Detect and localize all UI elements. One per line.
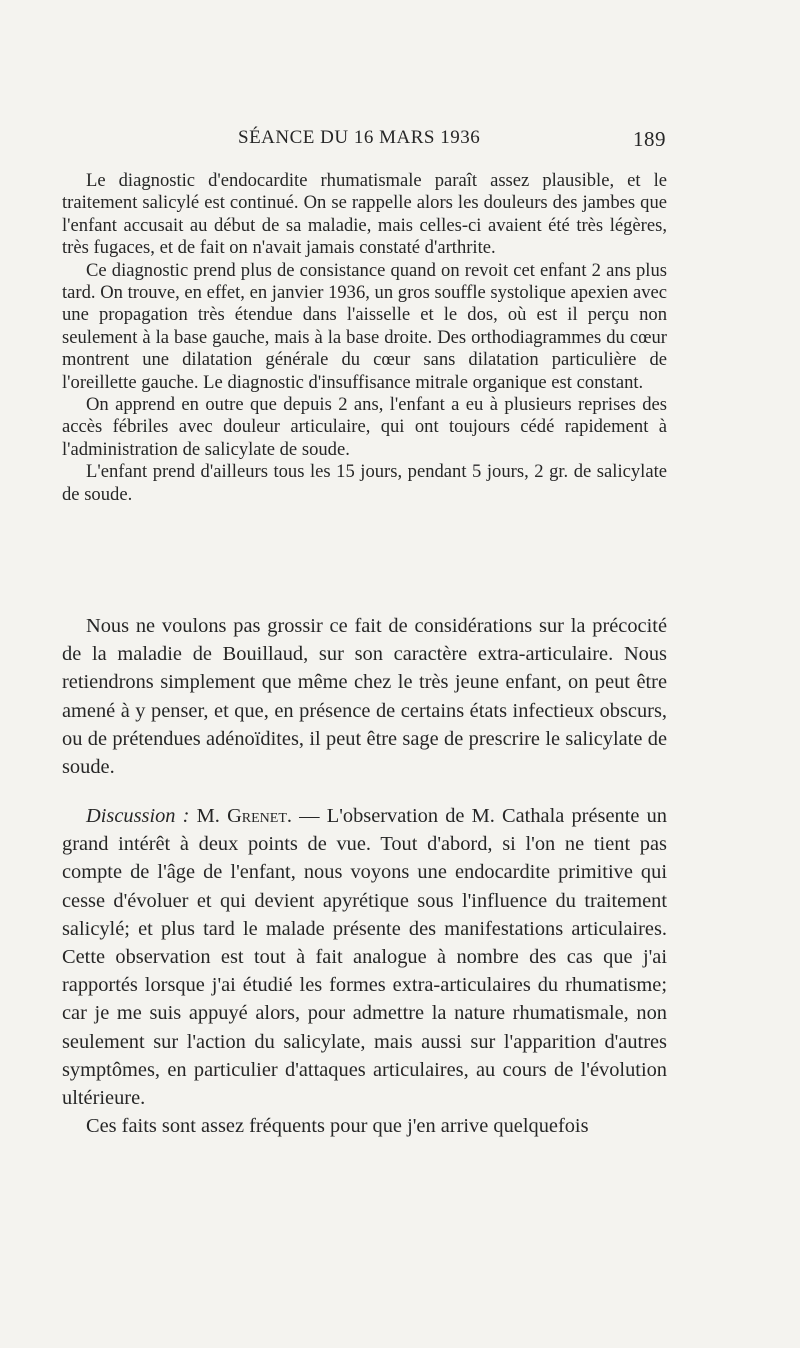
paragraph: Ces faits sont assez fréquents pour que j'en arrive quelquefois bbox=[86, 1115, 589, 1138]
header-title: SÉANCE DU 16 MARS 1936 bbox=[238, 127, 481, 148]
paragraph: Le diagnostic d'endocardite rhumatismale paraît assez plausible, et le traitement salicylé est continué. On se rappelle alors les douleurs des jambes que l'enfant accusait au début de sa maladie, mais celles-ci avaient été très légères, très fugaces, et de fait on n'avait jamais constaté d'arthrite. bbox=[62, 170, 667, 259]
paragraph: L'enfant prend d'ailleurs tous les 15 jours, pendant 5 jours, 2 gr. de salicylate de soude. bbox=[62, 461, 667, 505]
discussion-text: — L'observation de M. Cathala présente un grand intérêt à deux points de vue. Tout d'abord, si l'on ne tient pas compte de l'âge de l'enfant, nous voyons une endocardite primitive qui cesse d'évoluer et qui devient apyrétique sous l'influence du traitement salicylé; et plus tard le malade présente des manifestations articulaires. Cette observation est tout à fait analogue à nombre des cas que j'ai rapportés lorsque j'ai étudié les formes extra-articulaires du rhumatisme; car je me suis appuyé alors, pour admettre la nature rhumatismale, non seulement sur l'action du salicylate, mais aussi sur l'apparition d'autres symptômes, en particulier d'attaques articulaires, au cours de l'évolution ultérieure. bbox=[62, 805, 667, 1110]
discussion-label: Discussion : bbox=[86, 805, 190, 827]
speaker-name: Grenet. bbox=[227, 805, 292, 827]
case-conclusion-section bbox=[62, 170, 667, 506]
paragraph bbox=[62, 802, 667, 1112]
page-number: 189 bbox=[633, 127, 666, 151]
paragraph: Nous ne voulons pas grossir ce fait de considérations sur la précocité de la maladie de Bouillaud, sur son caractère extra-articulaire. Nous retiendrons simplement que même chez le très jeune enfant, on peut être amené à y penser, et que, en présence de certains états infectieux obscurs, ou de prétendues adénoïdites, il peut être sage de prescrire le salicylate de soude. bbox=[62, 615, 667, 779]
speaker-prefix: M. bbox=[189, 805, 228, 827]
commentary-section bbox=[62, 612, 667, 781]
paragraph: On apprend en outre que depuis 2 ans, l'enfant a eu à plusieurs reprises des accès fébriles avec douleur articulaire, qui ont toujours cédé rapidement à l'administration de salicylate de soude. bbox=[62, 394, 667, 460]
discussion-section bbox=[62, 802, 667, 1140]
paragraph: Ce diagnostic prend plus de consistance quand on revoit cet enfant 2 ans plus tard. On trouve, en effet, en janvier 1936, un gros souffle systolique apexien avec une propagation très étendue dans l'aisselle et le dos, où est il perçu non seulement à la base gauche, mais à la base droite. Des orthodiagrammes du cœur montrent une dilatation générale du cœur sans dilatation particulière de l'oreillette gauche. Le diagnostic d'insuffisance mitrale organique est constant. bbox=[62, 259, 667, 393]
